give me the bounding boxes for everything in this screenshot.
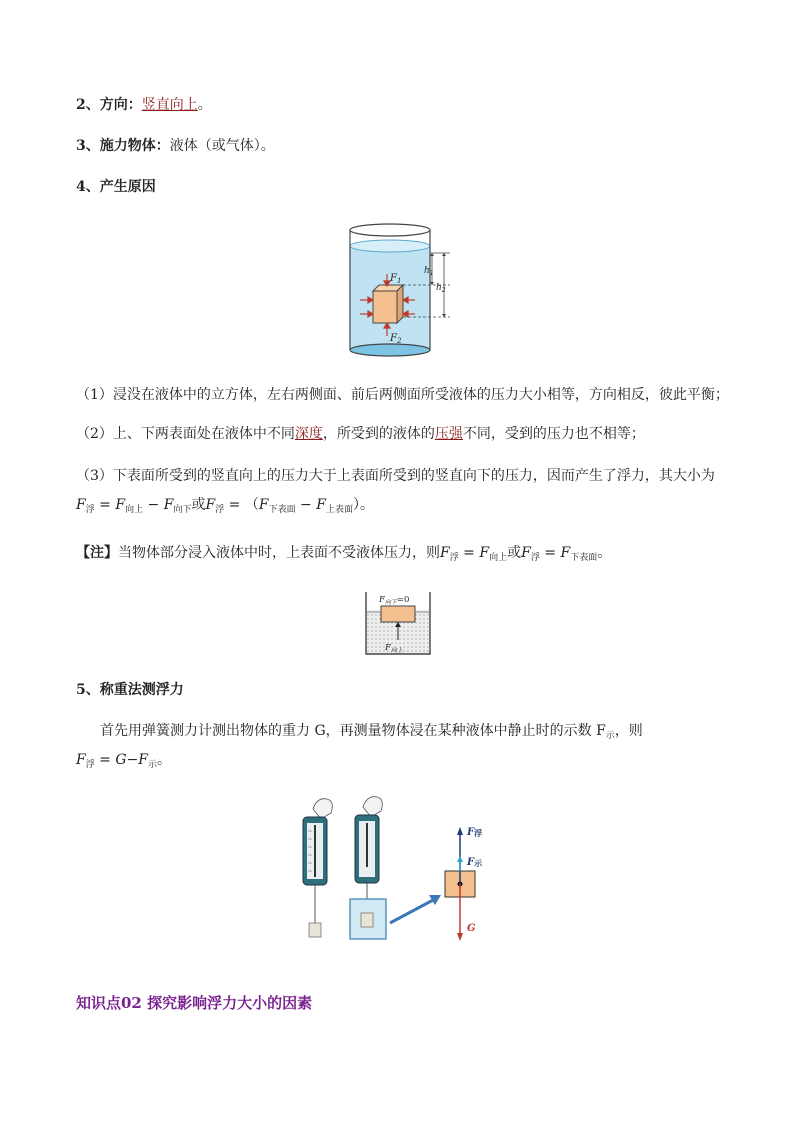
direction-value: 竖直向上 — [141, 97, 198, 113]
sub-fu: 浮 — [85, 760, 95, 770]
sub-top: 上表面 — [325, 505, 353, 515]
sub-fu: 浮 — [85, 505, 95, 515]
para-5-text: 首先用弹簧测力计测出物体的重力 G，再测量物体浸在某种液体中静止时的示数 F — [100, 723, 606, 739]
fig3-f-shi-sub: 示 — [474, 858, 483, 868]
fig2-bottom-label: F — [385, 643, 391, 653]
g-symbol: G — [115, 752, 127, 768]
fig3-f-fu: F — [467, 827, 475, 838]
sub-up: 向上 — [489, 553, 508, 563]
para-2-e: 不同，受到的压力也不相等； — [462, 426, 645, 442]
or: 或 — [191, 497, 206, 513]
para-5-line1 — [100, 720, 643, 741]
note-text: 当物体部分浸入液体中时，上表面不受液体压力，则 — [118, 545, 440, 561]
sub-fu: 浮 — [530, 553, 540, 563]
section-3 — [76, 136, 275, 156]
fig2-bottom-sub: 向上 — [390, 647, 403, 654]
eq: = — [539, 545, 561, 561]
fig2-top-sub: 向下 — [384, 599, 397, 606]
section-4-title: 4、产生原因 — [76, 179, 156, 195]
buoyancy-beaker-figure — [340, 218, 470, 363]
rparen: ） — [352, 497, 360, 513]
h1-sub: 1 — [429, 270, 434, 277]
f-symbol: F — [479, 545, 490, 561]
or: 或 — [507, 545, 522, 561]
sub-shi: 示 — [148, 760, 158, 770]
f2-label: F — [390, 333, 397, 344]
minus: − — [126, 752, 139, 768]
h2-label: h — [436, 283, 442, 293]
f-symbol: F — [163, 497, 174, 513]
sub-fu: 浮 — [215, 505, 225, 515]
eq: = — [94, 497, 116, 513]
sub-fu: 浮 — [449, 553, 459, 563]
sub-shi: 示 — [605, 731, 615, 741]
para-1: （1）浸没在液体中的立方体，左右两侧面、前后两侧面所受液体的压力大小相等，方向相反，彼此平衡； — [76, 387, 729, 403]
section-2 — [76, 95, 212, 115]
f-symbol: F — [440, 545, 450, 561]
minus: − — [143, 497, 164, 513]
f-symbol: F — [205, 497, 216, 513]
end: 。 — [597, 545, 612, 561]
depth-term: 深度 — [294, 426, 323, 442]
note — [76, 543, 611, 568]
f1-label: F — [390, 273, 397, 284]
svg-text:F示 — [466, 857, 483, 868]
eq: = — [458, 545, 480, 561]
spring-scale-figure — [295, 795, 505, 945]
svg-text:F浮 — [466, 827, 482, 838]
f-symbol: F — [76, 497, 86, 513]
section-2-tail: 。 — [197, 97, 212, 113]
f-symbol: F — [258, 497, 269, 513]
section-2-label: 2、方向： — [76, 97, 142, 113]
f1-sub: 1 — [396, 277, 402, 285]
note-tag: 【注】 — [76, 545, 118, 561]
h2-sub: 2 — [441, 287, 446, 294]
pressure-term: 压强 — [434, 426, 463, 442]
fig2-top-eq: =0 — [396, 595, 410, 605]
para-5-formula — [76, 750, 171, 775]
minus: − — [295, 497, 317, 513]
eq: = — [94, 752, 116, 768]
f-symbol: F — [316, 497, 326, 513]
sub-bottom: 下表面 — [570, 553, 598, 563]
sub-down: 向下 — [173, 505, 192, 515]
f-symbol: F — [560, 545, 571, 561]
fig2-top-label: F — [379, 595, 385, 605]
para-3: （3）下表面所受到的竖直向上的压力大于上表面所受到的竖直向下的压力，因而产生了浮力，其大小为 — [76, 468, 715, 484]
lparen: （ — [244, 497, 259, 513]
f-symbol: F — [521, 545, 531, 561]
knowledge-point-heading: 知识点02 探究影响浮力大小的因素 — [76, 994, 313, 1012]
eq: = — [224, 497, 245, 513]
section-3-value: 液体（或气体）。 — [169, 138, 275, 154]
f-symbol: F — [115, 497, 126, 513]
para-2 — [76, 424, 645, 444]
formula-3 — [76, 495, 374, 520]
end: 。 — [157, 752, 172, 768]
f-symbol: F — [138, 752, 149, 768]
fig3-g: G — [467, 923, 476, 934]
end: 。 — [359, 497, 374, 513]
sub-up: 向上 — [125, 505, 144, 515]
floating-block-figure — [363, 590, 433, 656]
h1-label: h — [424, 266, 430, 276]
f2-sub: 2 — [396, 337, 402, 345]
section-3-label: 3、施力物体： — [76, 138, 170, 154]
para-5-tail: ，则 — [614, 723, 643, 739]
fig3-f-shi: F — [467, 857, 475, 868]
para-2-c: ，所受到的液体的 — [322, 426, 435, 442]
svg-text:F向下=0 — [378, 595, 409, 606]
sub-bottom: 下表面 — [268, 505, 296, 515]
f-symbol: F — [76, 752, 86, 768]
section-5-title: 5、称重法测浮力 — [76, 682, 184, 698]
fig3-f-fu-sub: 浮 — [474, 828, 483, 838]
para-2-a: （2）上、下两表面处在液体中不同 — [76, 426, 295, 442]
